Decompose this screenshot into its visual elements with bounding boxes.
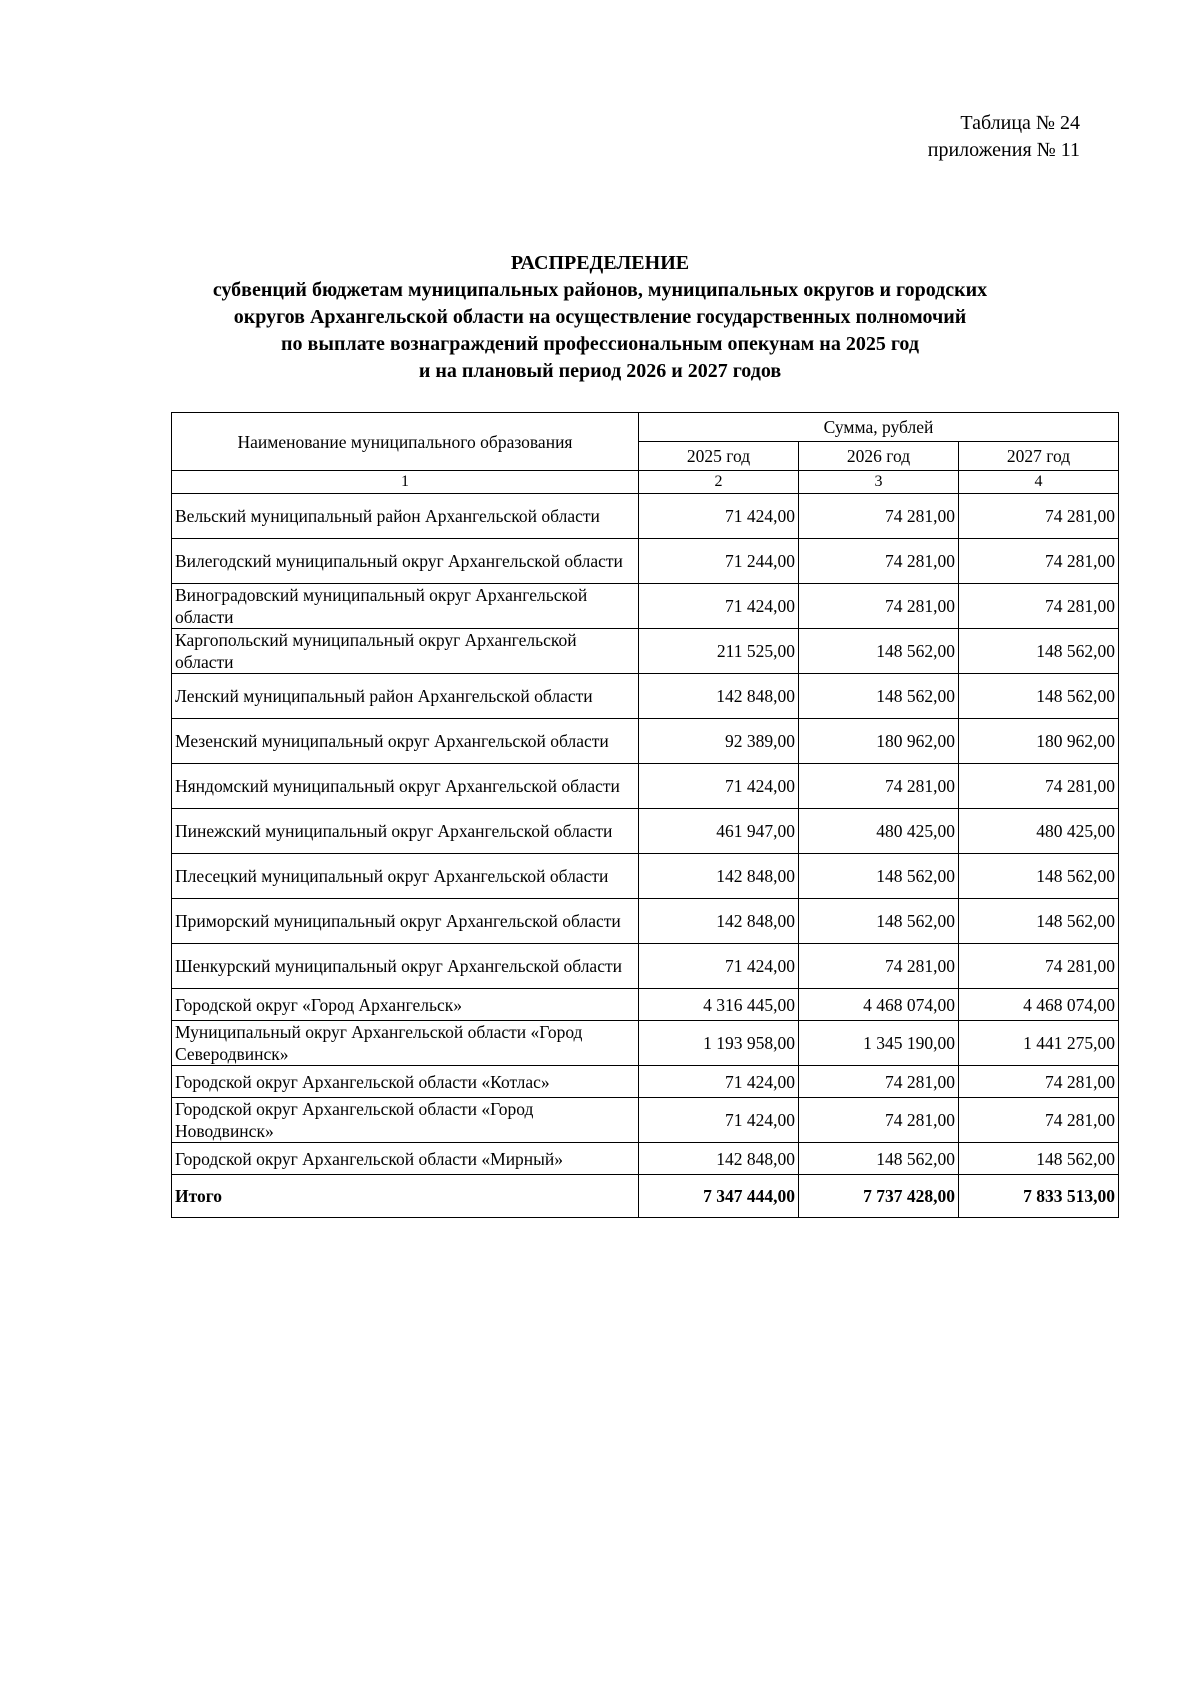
amount-2026: 480 425,00 <box>799 809 959 854</box>
municipality-name: Приморский муниципальный округ Архангельской области <box>172 899 639 944</box>
municipality-name: Муниципальный округ Архангельской области «Город Северодвинск» <box>172 1021 639 1066</box>
amount-2025: 71 424,00 <box>639 1066 799 1098</box>
table-row <box>172 1098 1119 1143</box>
amount-2025: 461 947,00 <box>639 809 799 854</box>
subtitle-line-3: по выплате вознаграждений профессиональным опекунам на 2025 год <box>281 333 919 355</box>
amount-2027: 74 281,00 <box>959 1066 1119 1098</box>
subtitle-line-4: и на плановый период 2026 и 2027 годов <box>418 360 782 382</box>
amount-2025: 71 424,00 <box>639 1098 799 1143</box>
table-row <box>172 674 1119 719</box>
amount-2027: 1 441 275,00 <box>959 1021 1119 1066</box>
total-label: Итого <box>172 1175 639 1218</box>
distribution-table <box>171 412 1119 1218</box>
table-row <box>172 764 1119 809</box>
table-row <box>172 1143 1119 1175</box>
table-row <box>172 539 1119 584</box>
amount-2026: 74 281,00 <box>799 539 959 584</box>
amount-2027: 74 281,00 <box>959 539 1119 584</box>
amount-2027: 74 281,00 <box>959 944 1119 989</box>
table-row <box>172 989 1119 1021</box>
amount-2026: 148 562,00 <box>799 1143 959 1175</box>
municipality-name: Виноградовский муниципальный округ Архангельской области <box>172 584 639 629</box>
table-row <box>172 899 1119 944</box>
amount-2027: 480 425,00 <box>959 809 1119 854</box>
table-row <box>172 494 1119 539</box>
table-row <box>172 944 1119 989</box>
municipality-name: Пинежский муниципальный округ Архангельской области <box>172 809 639 854</box>
amount-2026: 1 345 190,00 <box>799 1021 959 1066</box>
column-index-3: 3 <box>799 471 959 494</box>
municipality-name: Ленский муниципальный район Архангельской области <box>172 674 639 719</box>
municipality-name: Мезенский муниципальный округ Архангельской области <box>172 719 639 764</box>
amount-2025: 142 848,00 <box>639 674 799 719</box>
municipality-name: Городской округ «Город Архангельск» <box>172 989 639 1021</box>
amount-2025: 92 389,00 <box>639 719 799 764</box>
subtitle-line-2: округов Архангельской области на осуществление государственных полномочий <box>233 306 967 328</box>
amount-2025: 142 848,00 <box>639 854 799 899</box>
amount-2026: 74 281,00 <box>799 494 959 539</box>
header-row <box>172 413 1119 442</box>
column-index-row <box>172 471 1119 494</box>
column-index-4: 4 <box>959 471 1119 494</box>
table-row <box>172 1066 1119 1098</box>
amount-2026: 4 468 074,00 <box>799 989 959 1021</box>
total-row <box>172 1175 1119 1218</box>
municipality-name: Каргопольский муниципальный округ Архангельской области <box>172 629 639 674</box>
amount-2027: 148 562,00 <box>959 674 1119 719</box>
amount-2027: 74 281,00 <box>959 764 1119 809</box>
amount-2026: 180 962,00 <box>799 719 959 764</box>
table-row <box>172 1021 1119 1066</box>
column-header-name: Наименование муниципального образования <box>172 413 639 471</box>
amount-2025: 71 424,00 <box>639 944 799 989</box>
amount-2025: 71 424,00 <box>639 764 799 809</box>
table-row <box>172 629 1119 674</box>
subtitle-line-1: субвенций бюджетам муниципальных районов, муниципальных округов и городских <box>212 279 988 301</box>
amount-2025: 71 424,00 <box>639 584 799 629</box>
amount-2027: 148 562,00 <box>959 899 1119 944</box>
municipality-name: Вилегодский муниципальный округ Архангельской области <box>172 539 639 584</box>
table-row <box>172 584 1119 629</box>
table-row <box>172 854 1119 899</box>
document-heading <box>0 250 1200 385</box>
column-header-2027: 2027 год <box>959 442 1119 471</box>
municipality-name: Городской округ Архангельской области «Мирный» <box>172 1143 639 1175</box>
municipality-name: Вельский муниципальный район Архангельской области <box>172 494 639 539</box>
municipality-name: Шенкурский муниципальный округ Архангельской области <box>172 944 639 989</box>
amount-2026: 74 281,00 <box>799 1066 959 1098</box>
document-title: РАСПРЕДЕЛЕНИЕ <box>510 252 690 274</box>
column-header-sum: Сумма, рублей <box>639 413 1119 442</box>
amount-2025: 71 424,00 <box>639 494 799 539</box>
amount-2026: 148 562,00 <box>799 854 959 899</box>
column-header-2025: 2025 год <box>639 442 799 471</box>
table-reference <box>928 110 1080 164</box>
amount-2025: 142 848,00 <box>639 1143 799 1175</box>
amount-2027: 148 562,00 <box>959 854 1119 899</box>
municipality-name: Городской округ Архангельской области «Котлас» <box>172 1066 639 1098</box>
amount-2026: 148 562,00 <box>799 629 959 674</box>
total-2026: 7 737 428,00 <box>799 1175 959 1218</box>
amount-2027: 148 562,00 <box>959 1143 1119 1175</box>
amount-2025: 211 525,00 <box>639 629 799 674</box>
table-row <box>172 719 1119 764</box>
amount-2027: 4 468 074,00 <box>959 989 1119 1021</box>
amount-2026: 74 281,00 <box>799 944 959 989</box>
table-row <box>172 809 1119 854</box>
table-number: Таблица № 24 <box>960 112 1080 134</box>
amount-2025: 1 193 958,00 <box>639 1021 799 1066</box>
amount-2026: 148 562,00 <box>799 674 959 719</box>
amount-2027: 74 281,00 <box>959 584 1119 629</box>
amount-2027: 180 962,00 <box>959 719 1119 764</box>
amount-2027: 148 562,00 <box>959 629 1119 674</box>
municipality-name: Городской округ Архангельской области «Город Новодвинск» <box>172 1098 639 1143</box>
amount-2025: 142 848,00 <box>639 899 799 944</box>
total-2027: 7 833 513,00 <box>959 1175 1119 1218</box>
column-index-1: 1 <box>172 471 639 494</box>
column-index-2: 2 <box>639 471 799 494</box>
municipality-name: Няндомский муниципальный округ Архангельской области <box>172 764 639 809</box>
amount-2026: 74 281,00 <box>799 584 959 629</box>
amount-2027: 74 281,00 <box>959 1098 1119 1143</box>
amount-2027: 74 281,00 <box>959 494 1119 539</box>
amount-2025: 71 244,00 <box>639 539 799 584</box>
total-2025: 7 347 444,00 <box>639 1175 799 1218</box>
amount-2026: 74 281,00 <box>799 1098 959 1143</box>
amount-2026: 74 281,00 <box>799 764 959 809</box>
amount-2025: 4 316 445,00 <box>639 989 799 1021</box>
amount-2026: 148 562,00 <box>799 899 959 944</box>
municipality-name: Плесецкий муниципальный округ Архангельской области <box>172 854 639 899</box>
appendix-number: приложения № 11 <box>927 139 1080 161</box>
column-header-2026: 2026 год <box>799 442 959 471</box>
